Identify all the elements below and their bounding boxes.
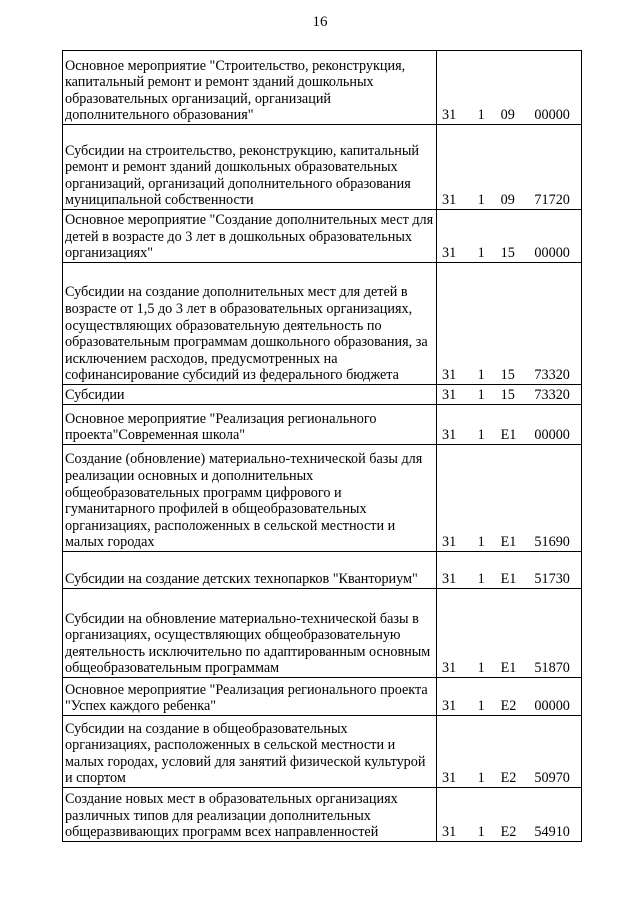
row-description: Основное мероприятие "Строительство, реконструкция, капитальный ремонт и ремонт зданий дошкольных образовательных организаций, организаций дополнительного образования" bbox=[63, 51, 437, 125]
row-codes bbox=[437, 125, 582, 210]
code-program: 31 bbox=[442, 107, 457, 124]
code-program: 31 bbox=[442, 534, 457, 551]
code-direction: 73320 bbox=[534, 387, 570, 404]
budget-classification-table bbox=[62, 50, 582, 842]
code-event: E2 bbox=[500, 698, 517, 715]
row-codes bbox=[437, 210, 582, 263]
code-direction: 00000 bbox=[534, 107, 570, 124]
table-row bbox=[63, 385, 582, 405]
code-subprogram: 1 bbox=[477, 427, 485, 444]
row-description: Основное мероприятие "Реализация регионального проекта "Успех каждого ребенка" bbox=[63, 678, 437, 716]
code-program: 31 bbox=[442, 245, 457, 262]
table-row bbox=[63, 788, 582, 842]
code-direction: 51870 bbox=[534, 660, 570, 677]
code-event: E1 bbox=[500, 660, 517, 677]
page-number: 16 bbox=[312, 14, 328, 30]
code-subprogram: 1 bbox=[477, 107, 485, 124]
code-program: 31 bbox=[442, 387, 457, 404]
code-subprogram: 1 bbox=[477, 245, 485, 262]
code-event: E1 bbox=[500, 427, 517, 444]
code-program: 31 bbox=[442, 427, 457, 444]
code-direction: 00000 bbox=[534, 245, 570, 262]
code-subprogram: 1 bbox=[477, 192, 485, 209]
row-codes bbox=[437, 51, 582, 125]
row-codes bbox=[437, 589, 582, 678]
code-direction: 00000 bbox=[534, 427, 570, 444]
row-codes bbox=[437, 385, 582, 405]
row-description: Субсидии bbox=[63, 385, 437, 405]
row-codes bbox=[437, 405, 582, 445]
code-subprogram: 1 bbox=[477, 571, 485, 588]
row-description: Создание (обновление) материально-технической базы для реализации основных и дополнительных общеобразовательных программ цифрового и гуманитарного профилей в общеобразовательных организациях, расположенных в сельской местности и малых городах bbox=[63, 445, 437, 552]
code-subprogram: 1 bbox=[477, 367, 485, 384]
table-row bbox=[63, 716, 582, 788]
code-direction: 54910 bbox=[534, 824, 570, 841]
row-description: Основное мероприятие "Создание дополнительных мест для детей в возрасте до 3 лет в дошкольных образовательных организациях" bbox=[63, 210, 437, 263]
row-description: Субсидии на создание дополнительных мест для детей в возрасте от 1,5 до 3 лет в образовательных организациях, осуществляющих образовательную деятельность по образовательным программам дошкольного образования, за исключением расходов, предусмотренных на софинансирование субсидий из федерального бюджета bbox=[63, 263, 437, 385]
table-row bbox=[63, 445, 582, 552]
table-row bbox=[63, 125, 582, 210]
code-program: 31 bbox=[442, 660, 457, 677]
code-program: 31 bbox=[442, 698, 457, 715]
table-row bbox=[63, 678, 582, 716]
row-codes bbox=[437, 678, 582, 716]
code-program: 31 bbox=[442, 770, 457, 787]
code-direction: 71720 bbox=[534, 192, 570, 209]
row-description: Субсидии на строительство, реконструкцию, капитальный ремонт и ремонт зданий дошкольных образовательных организаций, организаций дополнительного образования муниципальной собственности bbox=[63, 125, 437, 210]
row-description: Субсидии на обновление материально-технической базы в организациях, осуществляющих общеобразовательную деятельность исключительно по адаптированным основным общеобразовательным программам bbox=[63, 589, 437, 678]
code-subprogram: 1 bbox=[477, 387, 485, 404]
code-direction: 50970 bbox=[534, 770, 570, 787]
code-direction: 51730 bbox=[534, 571, 570, 588]
code-direction: 51690 bbox=[534, 534, 570, 551]
row-codes bbox=[437, 788, 582, 842]
table-row bbox=[63, 589, 582, 678]
code-program: 31 bbox=[442, 571, 457, 588]
table-row bbox=[63, 51, 582, 125]
code-program: 31 bbox=[442, 824, 457, 841]
row-codes bbox=[437, 716, 582, 788]
code-subprogram: 1 bbox=[477, 770, 485, 787]
code-event: 15 bbox=[500, 387, 515, 404]
table-row bbox=[63, 263, 582, 385]
row-description: Субсидии на создание детских технопарков "Кванториум" bbox=[63, 552, 437, 589]
table-row bbox=[63, 210, 582, 263]
table-row bbox=[63, 552, 582, 589]
code-subprogram: 1 bbox=[477, 698, 485, 715]
code-program: 31 bbox=[442, 192, 457, 209]
row-description: Создание новых мест в образовательных организациях различных типов для реализации дополнительных общеразвивающих программ всех направленностей bbox=[63, 788, 437, 842]
table-row bbox=[63, 405, 582, 445]
code-event: 09 bbox=[500, 192, 515, 209]
row-codes bbox=[437, 445, 582, 552]
code-event: 15 bbox=[500, 367, 515, 384]
code-subprogram: 1 bbox=[477, 534, 485, 551]
code-event: E2 bbox=[500, 824, 517, 841]
code-event: E1 bbox=[500, 534, 517, 551]
code-event: E2 bbox=[500, 770, 517, 787]
code-event: 15 bbox=[500, 245, 515, 262]
code-event: 09 bbox=[500, 107, 515, 124]
code-direction: 73320 bbox=[534, 367, 570, 384]
row-codes bbox=[437, 552, 582, 589]
code-direction: 00000 bbox=[534, 698, 570, 715]
code-subprogram: 1 bbox=[477, 824, 485, 841]
code-subprogram: 1 bbox=[477, 660, 485, 677]
code-program: 31 bbox=[442, 367, 457, 384]
code-event: E1 bbox=[500, 571, 517, 588]
row-description: Субсидии на создание в общеобразовательных организациях, расположенных в сельской местности и малых городах, условий для занятий физической культурой и спортом bbox=[63, 716, 437, 788]
row-codes bbox=[437, 263, 582, 385]
row-description: Основное мероприятие "Реализация регионального проекта"Современная школа" bbox=[63, 405, 437, 445]
